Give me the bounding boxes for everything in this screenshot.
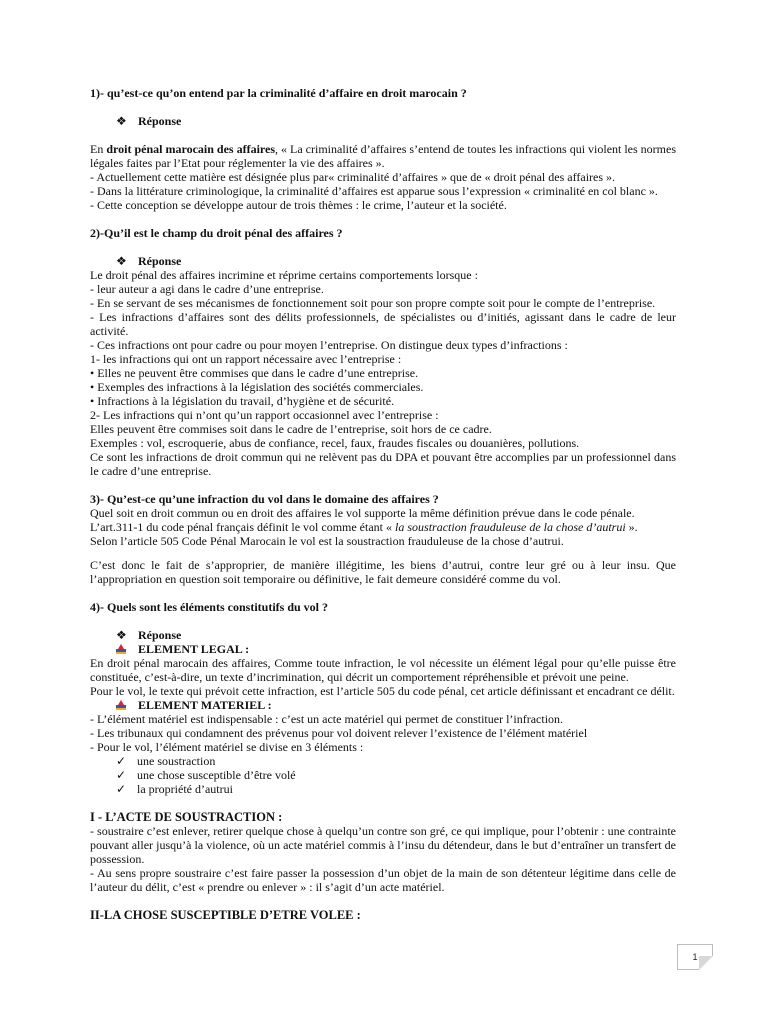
text-line: - L’élément matériel est indispensable : c’est un acte matériel qui permet de constituer l’infraction. [90,712,564,726]
diamond-bullet-icon: ❖ [116,628,127,642]
diamond-bullet-icon: ❖ [116,254,127,268]
text-line: - Au sens propre soustraire c’est faire passer la possession d’un objet de la main de son détenteur légitime dans celle de l’auteur du délit, c’est « prendre ou enlever » : il s’agit d’un acte matériel. [90,866,676,894]
document-page [90,86,676,922]
quoted-definition: la soustraction frauduleuse de la chose d’autrui [392,520,629,534]
text-line: • Exemples des infractions à la législation des sociétés commerciales. [90,380,424,394]
element-legal-heading: ELEMENT LEGAL : [90,642,676,656]
text-line: L’art.311-1 du code pénal français définit le vol comme étant « la soustraction frauduleuse de la chose d’autrui ». [90,520,638,534]
page-number: 1 [677,944,713,970]
text-line: Elles peuvent être commises soit dans le cadre de l’entreprise, soit hors de ce cadre. [90,422,492,436]
text-line: - Les infractions d’affaires sont des délits professionnels, de spécialistes ou d’initiés, agissant dans le cadre de leur activité. [90,310,676,338]
flag-bullet-icon [116,700,126,710]
diamond-bullet-icon: ❖ [116,114,127,128]
text-line: - En se servant de ses mécanismes de fonctionnement soit pour son propre compte soit pour le compte de l’entreprise. [90,296,656,310]
definition-paragraph: En droit pénal marocain des affaires, « La criminalité d’affaires s’entend de toutes les infractions qui violent les normes légales faites par l’Etat pour réglementer la vie des affaires ». [90,142,677,170]
text-line: - Pour le vol, l’élément matériel se divise en 3 éléments : [90,740,364,754]
text-line: En droit pénal marocain des affaires, Comme toute infraction, le vol nécessite un élément légal pour qu’elle puisse être constituée, c’est-à-dire, un texte d’incrimination, qui décrit un comportement répréhensible et prévoit une peine. [90,656,676,684]
text-line: • Infractions à la législation du travail, d’hygiène et de sécurité. [90,394,395,408]
text-line: 2- Les infractions qui n’ont qu’un rapport occasionnel avec l’entreprise : [90,408,439,422]
text-line: - Actuellement cette matière est désignée plus par« criminalité d’affaires » que de « droit pénal des affaires ». [90,170,616,184]
text-line: Selon l’article 505 Code Pénal Marocain le vol est la soustraction frauduleuse de la chose d’autrui. [90,534,564,548]
text-line: Quel soit en droit commun ou en droit des affaires le vol supporte la même définition prévue dans le code pénale. [90,506,635,520]
text-line: 1- les infractions qui ont un rapport nécessaire avec l’entreprise : [90,352,402,366]
text-line: - Les tribunaux qui condamnent des prévenus pour vol doivent relever l’existence de l’élément matériel [90,726,588,740]
question-3-title: 3)- Qu’est-ce qu’une infraction du vol dans le domaine des affaires ? [90,492,439,506]
response-heading: ❖ Réponse [116,254,182,268]
text-line: Le droit pénal des affaires incrimine et réprime certains comportements lorsque : [90,268,478,282]
text-line: - leur auteur a agi dans le cadre d’une entreprise. [90,282,324,296]
section-heading: I - L’ACTE DE SOUSTRACTION : [90,810,283,824]
checklist-item: ✓ une soustraction [116,754,216,768]
checkmark-icon: ✓ [116,782,127,796]
checklist-item: ✓ une chose susceptible d’être volé [116,768,296,782]
text-line: - Cette conception se développe autour de trois thèmes : le crime, l’auteur et la société. [90,198,507,212]
response-heading: ❖ Réponse [116,628,182,642]
checkmark-icon: ✓ [116,768,127,782]
checkmark-icon: ✓ [116,754,127,768]
text-line: - Dans la littérature criminologique, la criminalité d’affaires est apparue sous l’expression « criminalité en col blanc ». [90,184,658,198]
text-line: Ce sont les infractions de droit commun qui ne relèvent pas du DPA et pouvant être accomplies par un professionnel dans le cadre d’une entreprise. [90,450,676,478]
response-heading: ❖ Réponse [116,114,182,128]
element-materiel-heading: ELEMENT MATERIEL : [90,698,676,712]
text-line: Exemples : vol, escroquerie, abus de confiance, recel, faux, fraudes fiscales ou douanières, pollutions. [90,436,580,450]
question-2-title: 2)-Qu’il est le champ du droit pénal des affaires ? [90,226,343,240]
flag-bullet-icon [116,644,126,654]
checklist-item: ✓ la propriété d’autrui [116,782,233,796]
text-line: - Ces infractions ont pour cadre ou pour moyen l’entreprise. On distingue deux types d’infractions : [90,338,568,352]
text-line: • Elles ne peuvent être commises que dans le cadre d’une entreprise. [90,366,419,380]
question-4-title: 4)- Quels sont les éléments constitutifs du vol ? [90,600,328,614]
text-line: - soustraire c’est enlever, retirer quelque chose à quelqu’un contre son gré, ce qui implique, pour l’obtenir : une contrainte pouvant aller jusqu’à la violence, où un acte matériel commis à l’insu du détendeur, dans le but d’entraîner un transfert de possession. [90,824,676,866]
text-line: Pour le vol, le texte qui prévoit cette infraction, est l’article 505 du code pénal, cet article définissant et encadrant ce délit. [90,684,675,698]
section-heading: II-LA CHOSE SUSCEPTIBLE D’ETRE VOLEE : [90,908,361,922]
paragraph: C’est donc le fait de s’approprier, de manière illégitime, les biens d’autrui, contre leur gré ou à leur insu. Que l’appropriation en question soit temporaire ou définitive, le fait demeure considéré comme du vol. [90,558,676,586]
question-1-title: 1)- qu’est-ce qu’on entend par la criminalité d’affaire en droit marocain ? [90,86,467,100]
